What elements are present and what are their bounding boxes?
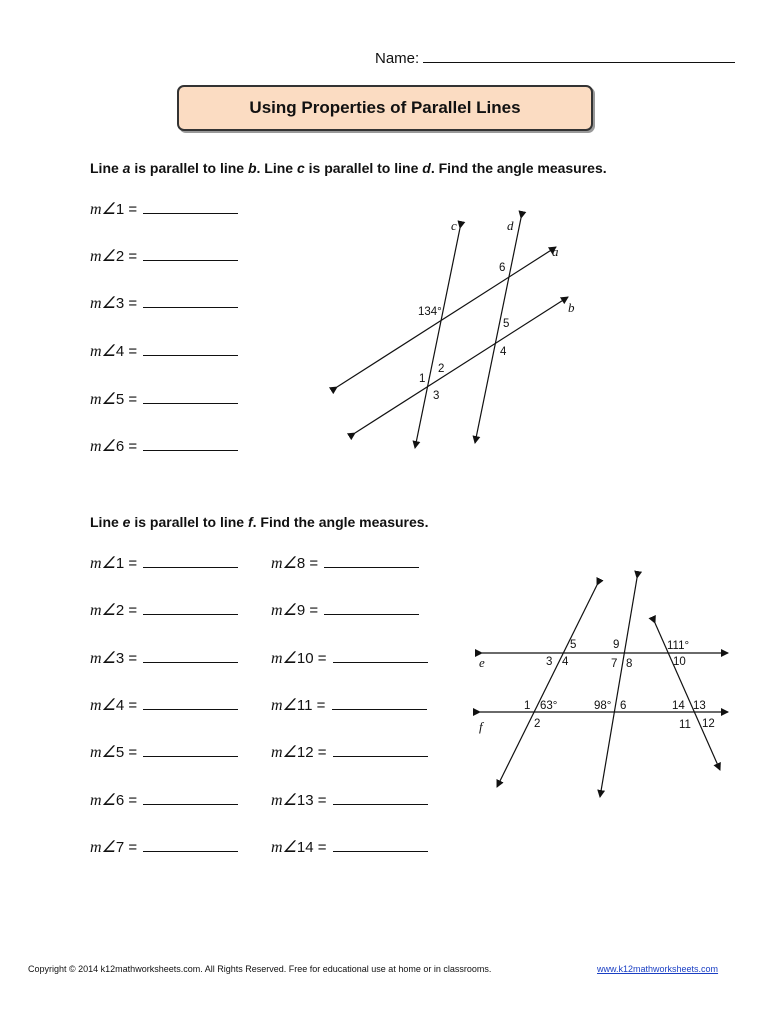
name-field-row	[375, 48, 735, 67]
angle-label: 63°	[540, 700, 558, 712]
answer-blank[interactable]	[143, 601, 238, 615]
angle-label: 10	[673, 656, 686, 668]
footer-link[interactable]: www.k12mathworksheets.com	[597, 964, 719, 974]
transversal-middle	[600, 578, 637, 797]
section2-question[interactable]: m∠13 =	[271, 790, 428, 810]
line-label-b: b	[568, 300, 575, 315]
answer-blank[interactable]	[143, 696, 238, 710]
angle-label: 13	[693, 700, 706, 712]
angle-label: 1	[419, 373, 426, 385]
section2-instruction: Line e is parallel to line f. Find the angle measures.	[90, 514, 429, 530]
answer-blank[interactable]	[333, 791, 428, 805]
section2-question[interactable]: m∠8 =	[271, 553, 419, 573]
angle-label: 7	[611, 658, 618, 670]
line-c	[415, 228, 460, 448]
line-label-f: f	[479, 719, 483, 734]
section2-question[interactable]: m∠3 =	[90, 648, 238, 668]
answer-blank[interactable]	[324, 554, 419, 568]
figure-parallel-lines-abcd	[325, 210, 595, 455]
answer-blank[interactable]	[332, 696, 427, 710]
answer-blank[interactable]	[143, 342, 238, 356]
line-label-d: d	[507, 218, 514, 233]
angle-label: 2	[438, 363, 445, 375]
worksheet-title: Using Properties of Parallel Lines	[249, 98, 521, 117]
section2-question[interactable]: m∠1 =	[90, 553, 238, 573]
angle-label: 14	[672, 700, 685, 712]
section2-question[interactable]: m∠2 =	[90, 600, 238, 620]
line-d	[475, 218, 521, 443]
section1-question[interactable]: m∠5 =	[90, 389, 238, 409]
angle-label: 3	[433, 390, 440, 402]
section1-question[interactable]: m∠6 =	[90, 436, 238, 456]
angle-label: 6	[499, 262, 506, 274]
answer-blank[interactable]	[143, 838, 238, 852]
figure-parallel-lines-ef	[470, 570, 740, 805]
answer-blank[interactable]	[143, 247, 238, 261]
angle-label: 12	[702, 718, 715, 730]
line-label-e: e	[479, 655, 485, 670]
answer-blank[interactable]	[333, 649, 428, 663]
answer-blank[interactable]	[143, 554, 238, 568]
answer-blank[interactable]	[333, 743, 428, 757]
answer-blank[interactable]	[143, 743, 238, 757]
answer-blank[interactable]	[143, 791, 238, 805]
angle-label: 5	[503, 318, 510, 330]
line-label-c: c	[451, 218, 457, 233]
section1-question[interactable]: m∠2 =	[90, 246, 238, 266]
angle-label: 98°	[594, 700, 612, 712]
section1-instruction: Line a is parallel to line b. Line c is parallel to line d. Find the angle measures.	[90, 160, 607, 176]
name-label: Name:	[375, 50, 420, 67]
angle-label: 8	[626, 658, 633, 670]
line-label-a: a	[552, 244, 559, 259]
angle-label: 1	[524, 700, 531, 712]
section2-question[interactable]: m∠6 =	[90, 790, 238, 810]
answer-blank[interactable]	[333, 838, 428, 852]
answer-blank[interactable]	[324, 601, 419, 615]
section1-question[interactable]: m∠1 =	[90, 199, 238, 219]
angle-label: 11	[679, 719, 691, 731]
angle-label: 4	[562, 656, 569, 668]
section2-question[interactable]: m∠4 =	[90, 695, 238, 715]
name-blank[interactable]	[423, 48, 735, 63]
line-b	[355, 297, 568, 433]
section2-question[interactable]: m∠14 =	[271, 837, 428, 857]
answer-blank[interactable]	[143, 437, 238, 451]
angle-label: 111°	[667, 640, 690, 652]
answer-blank[interactable]	[143, 200, 238, 214]
angle-label: 6	[620, 700, 627, 712]
transversal-left	[497, 585, 597, 787]
section2-question[interactable]: m∠9 =	[271, 600, 419, 620]
angle-label: 134°	[418, 306, 442, 318]
answer-blank[interactable]	[143, 390, 238, 404]
angle-label: 5	[570, 639, 577, 651]
angle-label: 2	[534, 718, 541, 730]
angle-label: 3	[546, 656, 553, 668]
answer-blank[interactable]	[143, 294, 238, 308]
line-a	[337, 247, 556, 387]
section2-question[interactable]: m∠12 =	[271, 742, 428, 762]
footer-copyright: Copyright © 2014 k12mathworksheets.com. All Rights Reserved. Free for educational use at home or in classrooms.	[28, 964, 492, 974]
section1-question[interactable]: m∠4 =	[90, 341, 238, 361]
angle-label: 9	[613, 639, 620, 651]
answer-blank[interactable]	[143, 649, 238, 663]
section2-question[interactable]: m∠11 =	[271, 695, 427, 715]
section2-question[interactable]: m∠10 =	[271, 648, 428, 668]
section1-question[interactable]: m∠3 =	[90, 293, 238, 313]
worksheet-title-box	[177, 85, 593, 131]
section2-question[interactable]: m∠7 =	[90, 837, 238, 857]
angle-label: 4	[500, 346, 507, 358]
section2-question[interactable]: m∠5 =	[90, 742, 238, 762]
